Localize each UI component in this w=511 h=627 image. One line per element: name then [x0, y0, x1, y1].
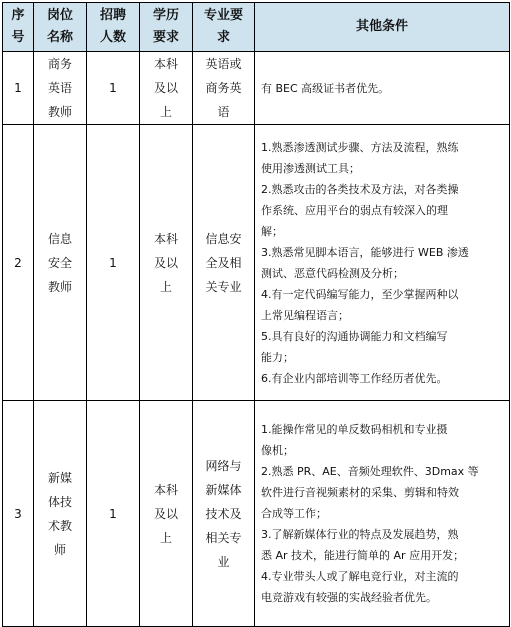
header-count: 招聘 人数: [87, 3, 140, 52]
condition-line: 1.熟悉渗透测试步骤、方法及流程，熟练 使用渗透测试工具；: [261, 140, 459, 175]
cell-position: 商务 英语 教师: [34, 52, 87, 125]
cell-count: 1: [87, 401, 140, 627]
condition-line: 1.能操作常见的单反数码相机和专业摄 像机；: [261, 423, 448, 457]
header-row: [3, 3, 510, 52]
cell-education: 本科 及以 上: [140, 401, 193, 627]
recruitment-table: [2, 2, 510, 627]
cell-major: 信息安 全及相 关专业: [193, 125, 255, 401]
condition-line: 3.了解新媒体行业的特点及发展趋势，熟 悉 Ar 技术，能进行简单的 Ar 应用开发；: [261, 528, 465, 562]
cell-education: 本科 及以 上: [140, 125, 193, 401]
cell-conditions: [255, 401, 510, 627]
cell-no: 2: [3, 125, 34, 401]
header-no: 序 号: [3, 3, 34, 52]
cell-education: 本科 及以 上: [140, 52, 193, 125]
condition-line: 4.有一定代码编写能力，至少掌握两种以 上常见编程语言；: [261, 287, 459, 322]
table-row: [3, 401, 510, 627]
condition-line: 6.有企业内部培训等工作经历者优先。: [261, 371, 448, 385]
condition-line: 4.专业带头人或了解电竞行业，对主流的 电竞游戏有较强的实战经验者优先。: [261, 570, 459, 604]
cell-conditions: [255, 52, 510, 125]
header-education: 学历 要求: [140, 3, 193, 52]
cell-no: 3: [3, 401, 34, 627]
cell-count: 1: [87, 52, 140, 125]
table-row: [3, 52, 510, 125]
cell-major: 英语或 商务英 语: [193, 52, 255, 125]
cell-position: 新媒 体技 术教 师: [34, 401, 87, 627]
header-conditions: 其他条件: [255, 3, 510, 52]
cell-no: 1: [3, 52, 34, 125]
cell-count: 1: [87, 125, 140, 401]
cell-major: 网络与 新媒体 技术及 相关专 业: [193, 401, 255, 627]
condition-line: 3.熟悉常见脚本语言，能够进行 WEB 渗透 测试、恶意代码检测及分析；: [261, 245, 469, 280]
cell-position: 信息 安全 教师: [34, 125, 87, 401]
cell-conditions: [255, 125, 510, 401]
header-position: 岗位 名称: [34, 3, 87, 52]
condition-line: 5.具有良好的沟通协调能力和文档编写 能力；: [261, 329, 448, 364]
condition-line: 2.熟悉攻击的各类技术及方法，对各类操 作系统、应用平台的弱点有较深入的理 解；: [261, 182, 459, 238]
condition-line: 2.熟悉 PR、AE、音频处理软件、3Dmax 等 软件进行音视频素材的采集、剪辑和特效 合成等工作；: [261, 465, 479, 520]
table-row: [3, 125, 510, 401]
condition-line: 有 BEC 高级证书者优先。: [261, 81, 390, 95]
header-major: 专业要 求: [193, 3, 255, 52]
